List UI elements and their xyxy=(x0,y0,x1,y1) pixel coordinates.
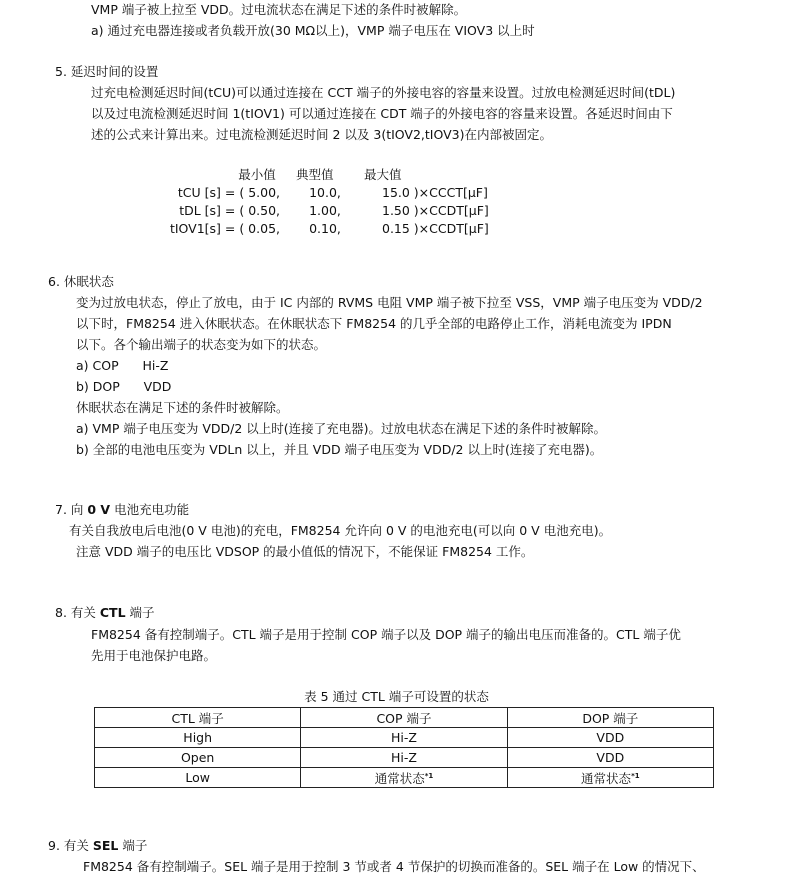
section-8-paragraph-line: 先用于电池保护电路。 xyxy=(91,648,217,663)
table-header-cell: DOP 端子 xyxy=(507,708,713,728)
footnote-mark: *1 xyxy=(631,771,640,780)
formula-max: 15.0 )×CCCT[μF] xyxy=(382,185,488,200)
section-8-paragraph-line: FM8254 备有控制端子。CTL 端子是用于控制 COP 端子以及 DOP 端子的输出电压而准备的。CTL 端子优 xyxy=(91,627,681,642)
section-5-paragraph-line: 过充电检测延迟时间(tCU)可以通过连接在 CCT 端子的外接电容的容量来设置。过放电检测延迟时间(tDL) xyxy=(91,85,676,100)
table-cell: High xyxy=(95,728,301,748)
formula-label: tDL [s] = ( 0.50, xyxy=(179,203,280,218)
formula-label: tIOV1[s] = ( 0.05, xyxy=(169,221,280,236)
formula-header-row xyxy=(110,166,489,184)
section-6-paragraph-line: 变为过放电状态，停止了放电，由于 IC 内部的 RVMS 电阻 VMP 端子被下拉至 VSS，VMP 端子电压变为 VDD/2 xyxy=(76,295,703,310)
formula-row xyxy=(110,220,489,238)
table-cell: Open xyxy=(95,748,301,768)
formula-header-min: 最小值 xyxy=(238,167,276,182)
table-header-cell: COP 端子 xyxy=(301,708,507,728)
intro-line-1: VMP 端子被上拉至 VDD。过电流状态在满足下述的条件时被解除。 xyxy=(91,2,467,17)
table-cell: Hi-Z xyxy=(301,728,507,748)
section-5-paragraph-line: 以及过电流检测延迟时间 1(tIOV1) 可以通过连接在 CDT 端子的外接电容的容量来设置。各延迟时间由下 xyxy=(91,106,673,121)
footnote-mark: *1 xyxy=(424,771,434,780)
formula-typ: 0.10, xyxy=(309,221,341,236)
cell-text: 通常状态 xyxy=(581,770,632,786)
formula-header-max: 最大值 xyxy=(364,167,402,182)
table-cell xyxy=(301,768,507,788)
section-7-heading: 7. 向 0 V 电池充电功能 xyxy=(55,502,190,517)
table-cell: VDD xyxy=(507,748,713,768)
formula-header-typ: 典型值 xyxy=(296,167,334,182)
delay-formula-table xyxy=(110,166,489,238)
table-row xyxy=(95,768,714,788)
table-header-cell: CTL 端子 xyxy=(95,708,301,728)
sleep-cop-state: a) COP Hi-Z xyxy=(76,358,169,373)
sleep-dop-state: b) DOP VDD xyxy=(76,379,172,394)
table-cell xyxy=(507,768,713,788)
formula-label: tCU [s] = ( 5.00, xyxy=(177,185,280,200)
intro-line-2: a) 通过充电器连接或者负载开放(30 MΩ以上)，VMP 端子电压在 VIOV3 以上时 xyxy=(91,23,535,38)
section-8-heading: 8. 有关 CTL 端子 xyxy=(55,605,155,620)
formula-typ: 1.00, xyxy=(309,203,341,218)
table-row xyxy=(95,748,714,768)
section-6-paragraph-line: 以下。各个输出端子的状态变为如下的状态。 xyxy=(76,337,327,352)
table-cell: Hi-Z xyxy=(301,748,507,768)
table-caption: 表 5 通过 CTL 端子可设置的状态 xyxy=(304,689,489,704)
section-5-paragraph-line: 述的公式来计算出来。过电流检测延迟时间 2 以及 3(tIOV2,tIOV3)在内部被固定。 xyxy=(91,127,552,142)
formula-max: 1.50 )×CCDT[μF] xyxy=(382,203,489,218)
section-6-paragraph-line: 以下时，FM8254 进入休眠状态。在休眠状态下 FM8254 的几乎全部的电路停止工作，消耗电流变为 IPDN xyxy=(76,316,672,331)
table-row xyxy=(95,728,714,748)
table-cell: Low xyxy=(95,768,301,788)
section-9-heading: 9. 有关 SEL 端子 xyxy=(48,838,148,853)
section-5-heading: 5. 延迟时间的设置 xyxy=(55,64,159,79)
section-7-note: 注意 VDD 端子的电压比 VDSOP 的最小值低的情况下，不能保证 FM8254 工作。 xyxy=(76,544,534,559)
table-header-row xyxy=(95,708,714,728)
formula-row xyxy=(110,184,489,202)
cell-text: 通常状态 xyxy=(374,770,425,786)
section-7-paragraph-line: 有关自我放电后电池(0 V 电池)的充电，FM8254 允许向 0 V 的电池充电(可以向 0 V 电池充电)。 xyxy=(69,523,612,538)
section-6-paragraph-line: a) VMP 端子电压变为 VDD/2 以上时(连接了充电器)。过放电状态在满足下述的条件时被解除。 xyxy=(76,421,607,436)
section-6-paragraph-line: 休眠状态在满足下述的条件时被解除。 xyxy=(76,400,289,415)
section-6-heading: 6. 休眠状态 xyxy=(48,274,114,289)
formula-typ: 10.0, xyxy=(309,185,341,200)
ctl-state-table xyxy=(94,707,714,788)
formula-row xyxy=(110,202,489,220)
formula-max: 0.15 )×CCDT[μF] xyxy=(382,221,489,236)
section-6-paragraph-line: b) 全部的电池电压变为 VDLn 以上，并且 VDD 端子电压变为 VDD/2 以上时(连接了充电器)。 xyxy=(76,442,603,457)
section-9-paragraph-line: FM8254 备有控制端子。SEL 端子是用于控制 3 节或者 4 节保护的切换而准备的。SEL 端子在 Low 的情况下、 xyxy=(83,859,705,874)
table-cell: VDD xyxy=(507,728,713,748)
